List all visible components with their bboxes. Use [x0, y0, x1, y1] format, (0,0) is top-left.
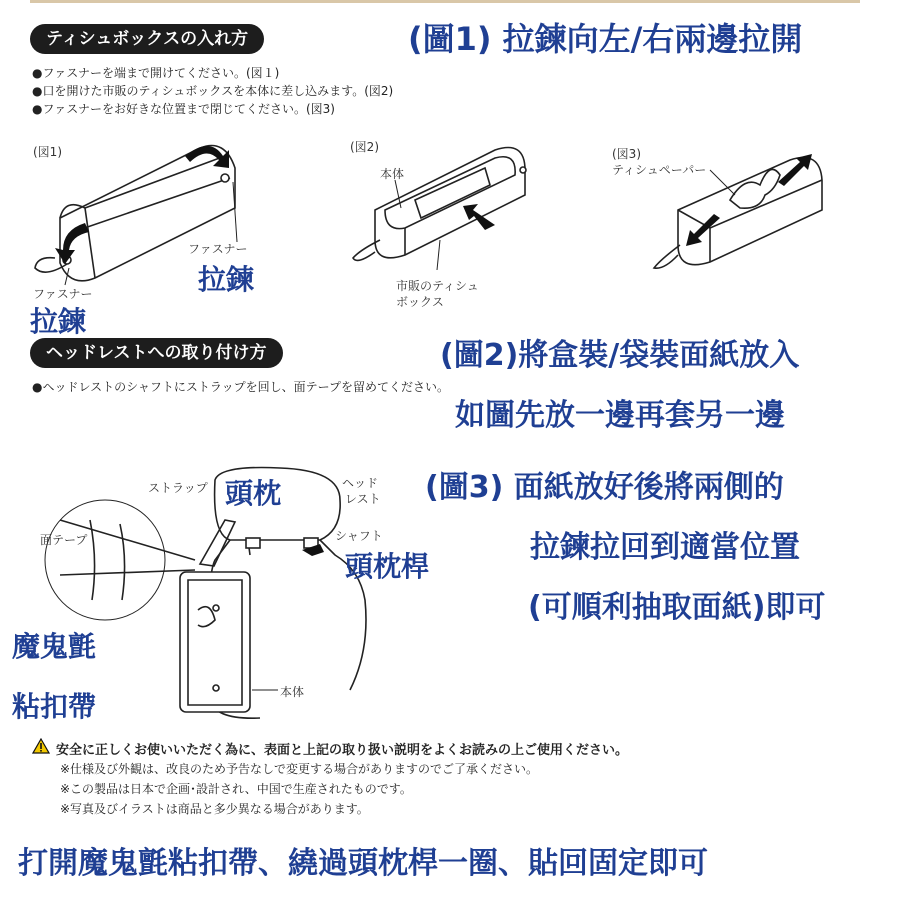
- fig4-zh-velcro-1: 魔鬼氈: [12, 630, 97, 663]
- note-fig3-line2: 拉鍊拉回到適當位置: [530, 530, 800, 565]
- fig4-zh-velcro-2: 粘扣帶: [12, 690, 97, 723]
- fig1-zh-zipper-right: 拉鍊: [198, 263, 255, 296]
- fig4-zh-headrest: 頭枕: [225, 477, 282, 510]
- caution-line-1: ※仕様及び外観は、改良のため予告なしで変更する場合がありますのでご了承ください。: [60, 762, 539, 776]
- fig1-label-zipper-right: ファスナー: [188, 242, 248, 256]
- fig2-label-body: 本体: [380, 167, 405, 181]
- caution-line-3: ※写真及びイラストは商品と多少異なる場合があります。: [60, 802, 369, 816]
- note-fig3-line1: (圖3) 面紙放好後將兩側的: [425, 470, 784, 505]
- fig1-illustration: [25, 138, 295, 308]
- section-heading-attach: ヘッドレストへの取り付け方: [30, 338, 283, 368]
- note-fig2-line2: 如圖先放一邊再套另一邊: [455, 398, 785, 433]
- note-fig1: (圖1) 拉鍊向左/右兩邊拉開: [408, 20, 803, 58]
- top-rule: [30, 0, 860, 3]
- fig2-label-box-2: ボックス: [396, 295, 444, 309]
- fig3-tag: (図3): [612, 147, 641, 161]
- fig1-tag: (図1): [33, 145, 62, 159]
- fig3-label-paper: ティシュペーパー: [612, 163, 707, 177]
- note-fig2-line1: (圖2)將盒裝/袋裝面紙放入: [440, 338, 800, 373]
- fig4-zh-shaft: 頭枕桿: [345, 550, 430, 583]
- fig2-label-box-1: 市販のティシュ: [396, 279, 479, 293]
- warning-triangle-icon: [32, 738, 50, 754]
- fig4-label-headrest-1: ヘッド: [342, 476, 379, 490]
- attach-step: ●ヘッドレストのシャフトにストラップを回し、面テープを留めてください。: [32, 380, 450, 394]
- fig4-label-tape: 面テープ: [40, 533, 88, 547]
- fig4-label-shaft: シャフト: [335, 529, 383, 543]
- caution-line-2: ※この製品は日本で企画･設計され、中国で生産されたものです。: [60, 782, 412, 796]
- section-heading-insert: ティシュボックスの入れ方: [30, 24, 264, 54]
- fig4-label-strap: ストラップ: [148, 481, 208, 495]
- fig1-zh-zipper-left: 拉鍊: [30, 305, 87, 338]
- caution-main: 安全に正しくお使いいただく為に、表面と上記の取り扱い説明をよくお読みの上ご使用ください。: [56, 743, 629, 758]
- fig3-illustration: [650, 140, 840, 275]
- fig2-illustration: [345, 140, 545, 280]
- fig4-label-headrest-2: レスト: [345, 492, 381, 506]
- note-fig3-line3: (可順利抽取面紙)即可: [528, 590, 826, 625]
- step-2: ●口を開けた市販のティシュボックスを本体に差し込みます。(図2): [32, 84, 394, 98]
- footer-instruction: 打開魔鬼氈粘扣帶、繞過頭枕桿一圈、貼回固定即可: [18, 846, 708, 881]
- step-1: ●ファスナーを端まで開けてください。(図１): [32, 66, 280, 80]
- fig4-label-body: 本体: [280, 685, 305, 699]
- fig2-tag: (図2): [350, 140, 379, 154]
- fig1-label-zipper-left: ファスナー: [33, 287, 93, 301]
- step-3: ●ファスナーをお好きな位置まで閉じてください。(図3): [32, 102, 335, 116]
